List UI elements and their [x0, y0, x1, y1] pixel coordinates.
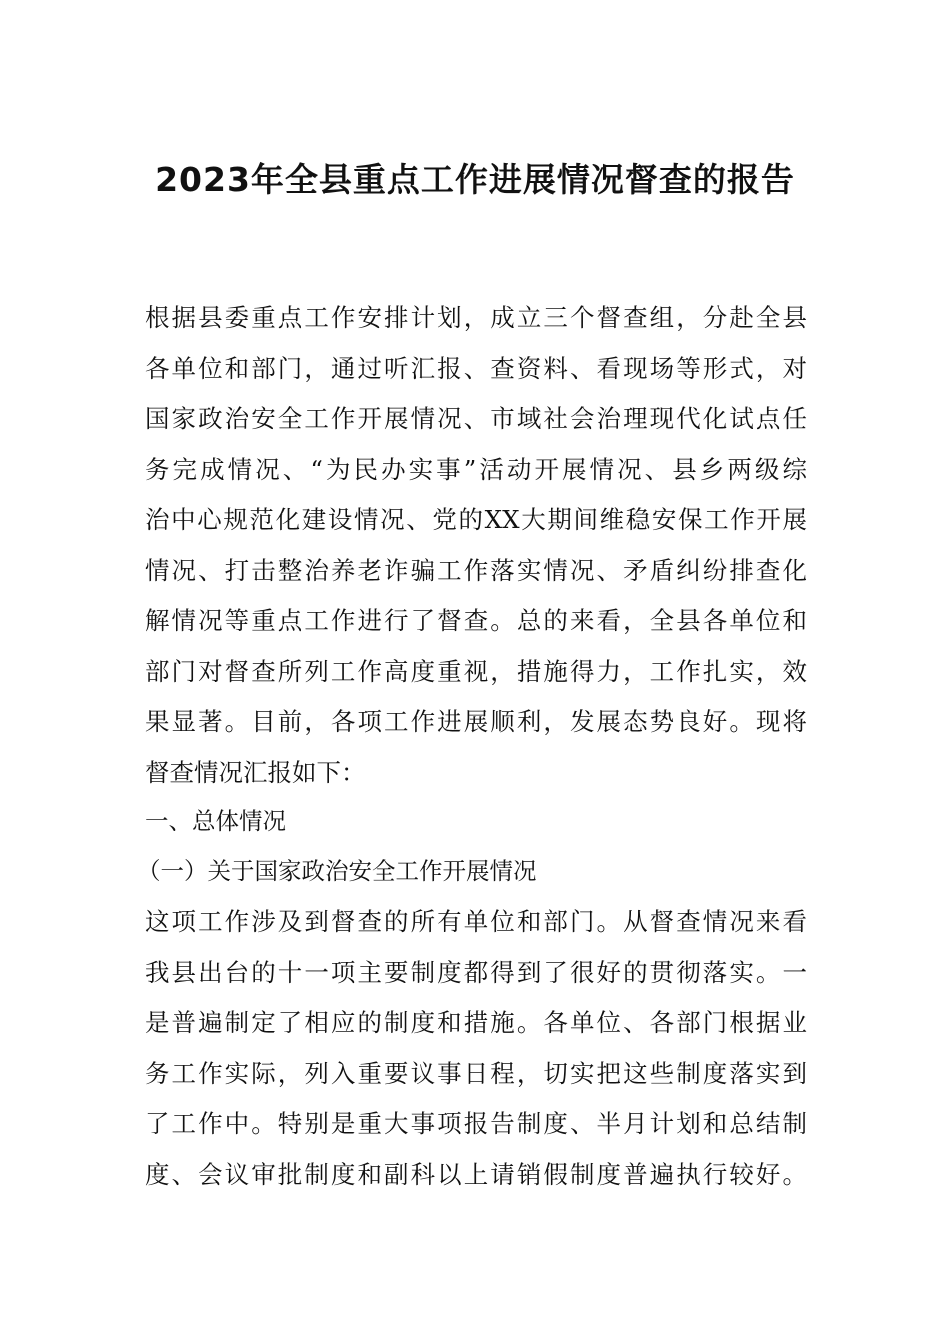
text-line: 我县出台的十一项主要制度都得到了很好的贯彻落实。一 [145, 957, 807, 987]
text-line: 果显著。目前，各项工作进展顺利，发展态势良好。现将 [145, 707, 807, 736]
text-line: 这项工作涉及到督查的所有单位和部门。从督查情况来看 [145, 907, 807, 936]
text-line: 国家政治安全工作开展情况、市域社会治理现代化试点任 [145, 404, 807, 433]
document-title: 2023年全县重点工作进展情况督查的报告 [155, 160, 795, 199]
text-line: 根据县委重点工作安排计划，成立三个督查组，分赴全县 [145, 303, 807, 332]
text-line: 部门对督查所列工作高度重视，措施得力，工作扎实，效 [145, 656, 807, 686]
text-line: 了工作中。特别是重大事项报告制度、半月计划和总结制 [145, 1109, 807, 1138]
text-line: 务工作实际，列入重要议事日程，切实把这些制度落实到 [145, 1058, 807, 1088]
document-body [137, 293, 807, 1200]
section-paragraph [145, 897, 807, 1200]
text-line: 情况、打击整治养老诈骗工作落实情况、矛盾纠纷排查化 [145, 555, 807, 585]
text-line: 是普遍制定了相应的制度和措施。各单位、各部门根据业 [145, 1008, 807, 1037]
text-line: 解情况等重点工作进行了督查。总的来看，全县各单位和 [145, 606, 807, 635]
subsection-heading: （一）关于国家政治安全工作开展情况 [137, 857, 537, 885]
text-line: 务完成情况、“为民办实事”活动开展情况、县乡两级综 [145, 454, 807, 484]
section-heading: 一、总体情况 [145, 807, 286, 835]
text-line: 度、会议审批制度和副科以上请销假制度普遍执行较好。 [145, 1159, 807, 1189]
text-line: 各单位和部门，通过听汇报、查资料、看现场等形式，对 [145, 353, 807, 383]
text-line: 督查情况汇报如下： [145, 757, 366, 787]
intro-paragraph [145, 293, 807, 798]
text-line: 治中心规范化建设情况、党的XX大期间维稳安保工作开展 [145, 505, 807, 534]
